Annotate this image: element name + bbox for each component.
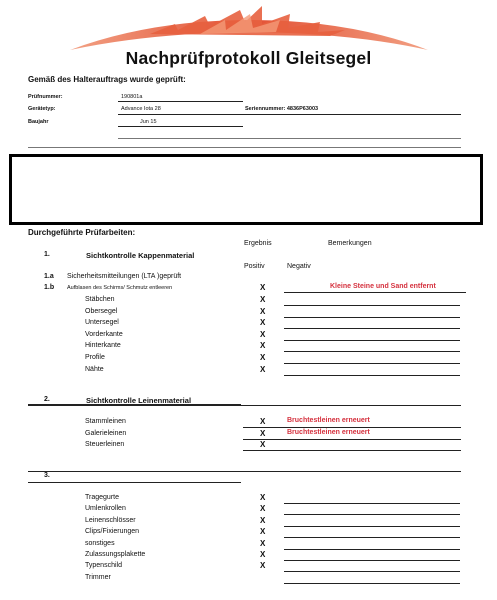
list-item-label: Tragegurte: [85, 494, 119, 501]
column-negativ: Negativ: [287, 263, 311, 270]
list-item-line: [284, 305, 460, 306]
list-item-label: Typenschild: [85, 562, 122, 570]
list-item-note: Bruchtestleinen erneuert: [287, 428, 370, 436]
list-item-line: [284, 560, 460, 561]
list-item-line: [284, 549, 460, 550]
list-item-line: [243, 439, 461, 440]
list-item-line: [284, 571, 460, 572]
list-item-line: [284, 317, 460, 318]
pruefarbeiten-heading: Durchgeführte Prüfarbeiten:: [28, 228, 136, 237]
list-item-mark: X: [260, 318, 266, 328]
pruefnummer-label: Prüfnummer:: [28, 94, 63, 100]
pruefnummer-value: 190801a: [121, 94, 143, 100]
info-line-2: [28, 147, 461, 148]
list-item-line: [284, 375, 460, 376]
list-item-mark: X: [260, 527, 266, 537]
section1-title: Sichtkontrolle Kappenmaterial: [86, 251, 195, 260]
list-item-label: Nähte: [85, 365, 104, 373]
list-item-label: Zulassungsplakette: [85, 551, 146, 558]
list-item-label: Stäbchen: [85, 296, 115, 303]
list-item-line: [284, 526, 460, 527]
list-item-mark: X: [260, 364, 266, 374]
list-item-line: [284, 537, 460, 538]
list-item-mark: X: [260, 538, 266, 548]
section3-number: 3.: [44, 472, 50, 479]
geraetetyp-label: Gerätetyp:: [28, 106, 56, 112]
list-item-label: Galerieleinen: [85, 429, 127, 437]
section3-underline: [28, 482, 241, 483]
list-item-line: [284, 363, 460, 364]
list-item-mark: X: [260, 515, 266, 525]
list-item-label: Stammleinen: [85, 418, 126, 425]
geraetetyp-underline: [118, 114, 243, 115]
list-item-mark: X: [260, 428, 266, 438]
row-1a-number: 1.a: [44, 273, 54, 280]
row-1b-number: 1.b: [44, 284, 55, 291]
baujahr-underline: [118, 126, 243, 127]
list-item-label: Untersegel: [85, 319, 119, 327]
list-item-mark: X: [260, 550, 266, 559]
list-item-mark: X: [260, 504, 266, 514]
list-item-line: [284, 351, 460, 352]
list-item-label: Obersegel: [85, 307, 118, 315]
column-positiv: Positiv: [244, 263, 265, 270]
subtitle: Gemäß des Halterauftrags wurde geprüft:: [28, 75, 186, 84]
list-item-label: Clips/Fixierungen: [85, 528, 140, 536]
list-item-label: Umlenkrollen: [85, 505, 126, 513]
list-item-mark: X: [260, 440, 266, 449]
geraetetyp-value: Advance Iota 28: [121, 106, 161, 112]
list-item-line: [284, 514, 460, 515]
page-title: Nachprüfprotokoll Gleitsegel: [125, 48, 372, 68]
section2-underline: [28, 405, 461, 406]
list-item-label: Steuerleinen: [85, 441, 125, 448]
row-1b-label: Aufblasen des Schirms/ Schmutz entleeren: [67, 285, 173, 291]
list-item-line: [243, 450, 461, 451]
section2-title: Sichtkontrolle Leinenmaterial: [86, 396, 192, 405]
list-item-mark: X: [260, 417, 266, 426]
list-item-label: Hinterkante: [85, 342, 121, 350]
list-item-mark: X: [260, 353, 266, 362]
list-item-label: sonstiges: [85, 539, 115, 547]
list-item-mark: X: [260, 306, 266, 316]
seriennummer-underline: [243, 114, 461, 115]
list-item-line: [284, 503, 460, 504]
column-bemerkungen: Bemerkungen: [328, 240, 372, 247]
section3-top-line: [28, 471, 461, 472]
baujahr-value: Jun 15: [140, 119, 157, 125]
seriennummer-label: Seriennummer: 4836P63003: [245, 106, 319, 112]
list-item-note: Bruchtestleinen erneuert: [287, 417, 370, 424]
section1-number: 1.: [44, 251, 50, 258]
list-item-mark: X: [260, 561, 266, 571]
row-1b-note: Kleine Steine und Sand entfernt: [330, 283, 436, 290]
list-item-line: [284, 340, 460, 341]
row-1b-mark: X: [260, 283, 266, 292]
row-1b-line: [284, 292, 466, 293]
list-item-label: Trimmer: [85, 573, 111, 581]
list-item-label: Leinenschlösser: [85, 516, 136, 524]
list-item-label: Vorderkante: [85, 330, 123, 338]
info-line-1: [118, 138, 461, 139]
section2-number: 2.: [44, 396, 50, 403]
baujahr-label: Baujahr: [28, 119, 49, 125]
redacted-box: [9, 154, 483, 225]
list-item-mark: X: [260, 295, 266, 304]
list-item-line: [284, 328, 460, 329]
list-item-mark: X: [260, 341, 266, 351]
pruefnummer-underline: [118, 101, 243, 102]
column-ergebnis: Ergebnis: [244, 240, 272, 247]
row-1a-label: Sicherheitsmitteilungen (LTA )geprüft: [67, 273, 182, 280]
list-item-mark: X: [260, 493, 266, 502]
list-item-line: [284, 583, 460, 584]
list-item-label: Profile: [85, 354, 105, 361]
list-item-mark: X: [260, 329, 266, 339]
